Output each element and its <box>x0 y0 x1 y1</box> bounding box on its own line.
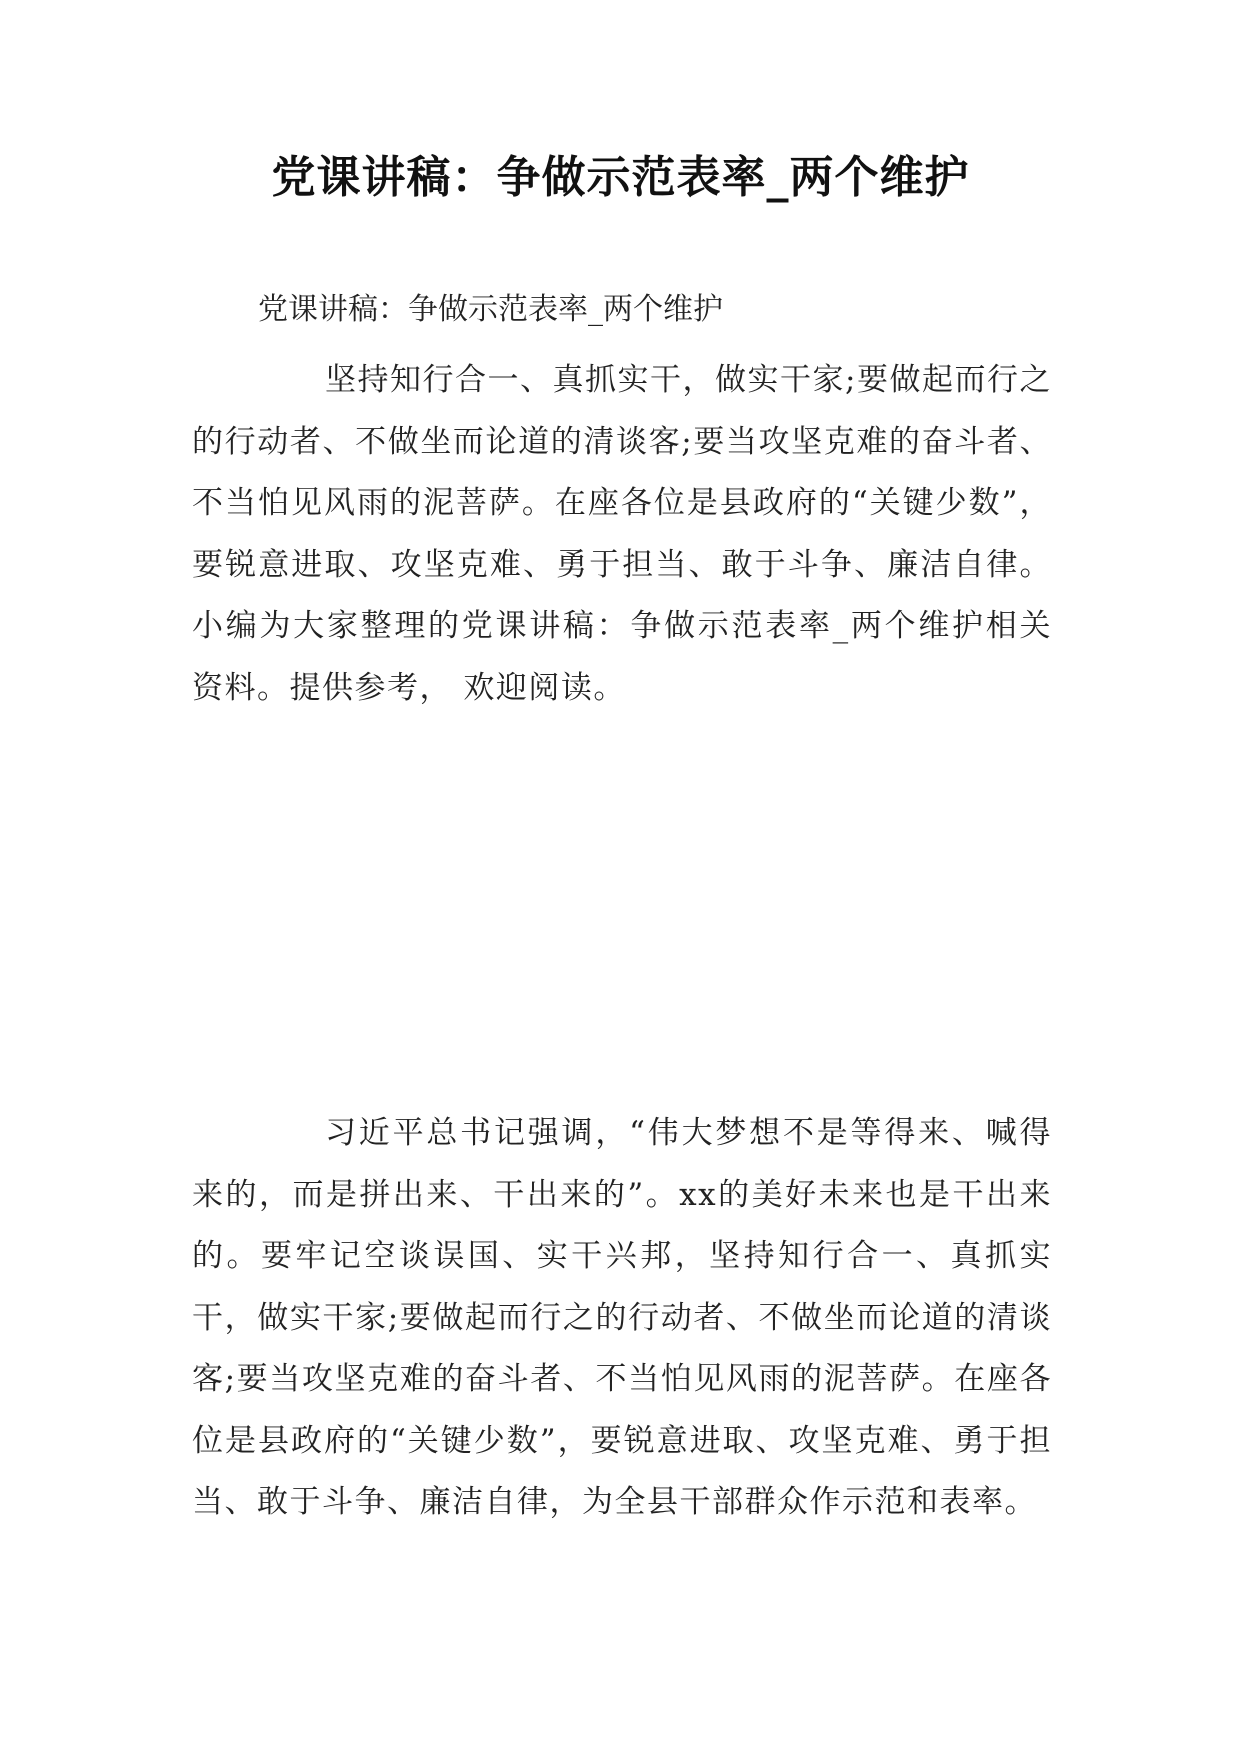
document-subtitle: 党课讲稿：争做示范表率_两个维护 <box>258 292 723 327</box>
body-paragraph-1: 坚持知行合一、真抓实干，做实干家;要做起而行之的行动者、不做坐而论道的清谈客;要当攻坚克难的奋斗者、不当怕见风雨的泥菩萨。在座各位是县政府的“关键少数”，要锐意进取、攻坚克难、勇于担当、敢于斗争、廉洁自律。小编为大家整理的党课讲稿：争做示范表率_两个维护相关资料。提供参考， 欢迎阅读。 <box>192 362 1052 706</box>
body-paragraph-2: 习近平总书记强调，“伟大梦想不是等得来、喊得来的，而是拼出来、干出来的”。xx的美好未来也是干出来的。要牢记空谈误国、实干兴邦，坚持知行合一、真抓实干，做实干家;要做起而行之的行动者、不做坐而论道的清谈客;要当攻坚克难的奋斗者、不当怕见风雨的泥菩萨。在座各位是县政府的“关键少数”，要锐意进取、攻坚克难、勇于担当、敢于斗争、廉洁自律，为全县干部群众作示范和表率。 <box>192 1115 1052 1520</box>
document-title: 党课讲稿：争做示范表率_两个维护 <box>271 152 970 203</box>
